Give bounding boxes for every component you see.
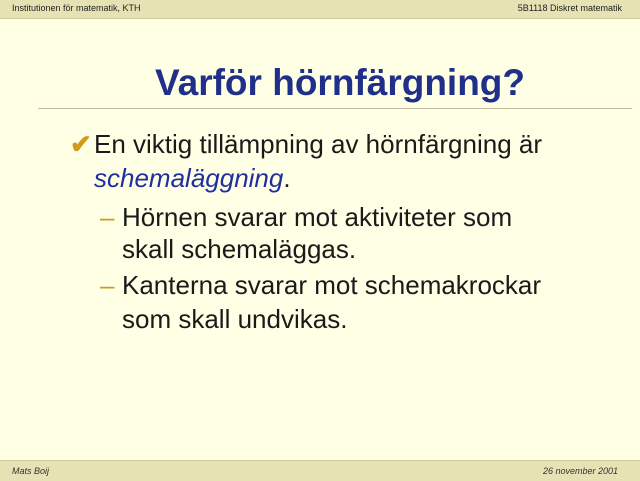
sub-bullet-1-line1: Hörnen svarar mot aktiviteter som — [122, 202, 513, 232]
header-institution: Institutionen för matematik, KTH — [12, 3, 141, 13]
slide-title: Varför hörnfärgning? — [155, 62, 525, 103]
footer-bar — [0, 460, 640, 481]
dash-icon: – — [100, 202, 115, 232]
bullet-main — [70, 127, 542, 161]
dash-icon: – — [100, 270, 115, 300]
sub-bullet-2-line2: som skall undvikas. — [122, 304, 348, 334]
footer-author: Mats Boij — [12, 466, 50, 476]
checkmark-icon: ✔ — [70, 129, 92, 159]
bullet-main-line1: En viktig tillämpning av hörnfärgning är — [94, 129, 543, 159]
header-course: 5B1118 Diskret matematik — [517, 3, 622, 13]
sub-bullet-1-line2: skall schemaläggas. — [122, 234, 357, 264]
bullet-main-emphasis: schemaläggning — [94, 163, 284, 193]
bullet-main-line2 — [94, 161, 291, 195]
sub-bullet-2-line1: Kanterna svarar mot schemakrockar — [122, 270, 542, 300]
title-divider — [38, 108, 632, 109]
header-bar — [0, 0, 640, 19]
bullet-main-period: . — [283, 163, 291, 193]
sub-bullet-2 — [100, 268, 541, 302]
footer-date: 26 november 2001 — [542, 466, 618, 476]
sub-bullet-1 — [100, 200, 512, 234]
